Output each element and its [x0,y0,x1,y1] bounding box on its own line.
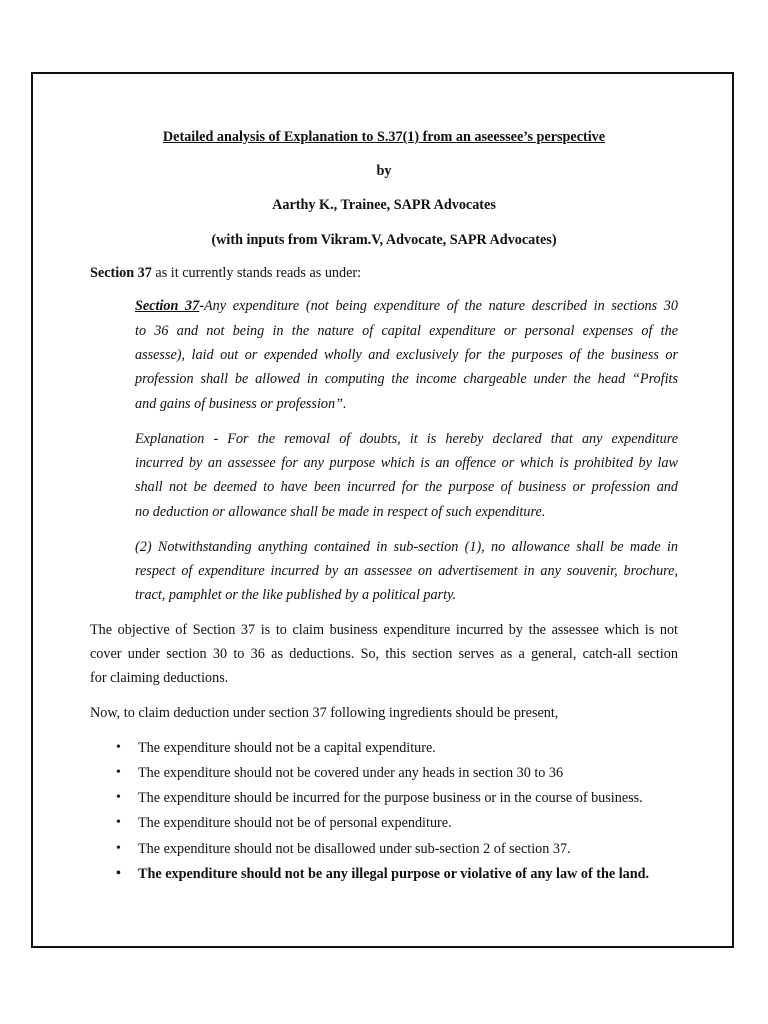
quote2-line-4: no deduction or allowance shall be made in respect of such expenditure. [135,504,546,520]
bullet-marker: • [116,765,121,780]
quote3-line-2: respect of expenditure incurred by an assessee on advertisement in any souvenir, brochure, [135,563,678,579]
quote2-line-1: Explanation - For the removal of doubts, it is hereby declared that any expenditure [135,431,678,447]
quote1-label: Section 37 [135,298,200,314]
list-item: The expenditure should not be of personal expenditure. [138,815,452,831]
quote1-line-4: profession shall be allowed in computing the income chargeable under the head “Profits [135,371,678,387]
list-item: The expenditure should be incurred for the purpose business or in the course of business. [138,790,643,806]
author-line: Aarthy K., Trainee, SAPR Advocates [272,197,496,213]
document-title: Detailed analysis of Explanation to S.37(1) from an aseessee’s perspective [162,129,606,145]
bullet-marker: • [116,790,121,805]
quote1-line-1 [135,294,678,318]
intro-text: as it currently stands reads as under: [151,265,362,281]
objective-line-3: for claiming deductions. [90,670,229,686]
quote2-line-2: incurred by an assessee for any purpose which is an offence or which is prohibited by law [135,455,678,471]
quote1-line-2: to 36 and not being in the nature of capital expenditure or personal expenses of the [135,323,678,339]
bullet-marker: • [116,815,121,830]
bullet-marker: • [116,841,121,856]
quote3-line-1: (2) Notwithstanding anything contained in sub-section (1), no allowance shall be made in [135,539,678,555]
bullet-marker: • [116,740,121,755]
quote1-text: Any expenditure (not being expenditure of the nature described in sections 30 [203,298,678,314]
quote3-line-3: tract, pamphlet or the like published by a political party. [135,587,457,603]
list-item: The expenditure should not be disallowed under sub-section 2 of section 37. [138,841,571,857]
byline-by: by [376,163,392,179]
objective-line-2: cover under section 30 to 36 as deductions. So, this section serves as a general, catch-all section [90,646,678,662]
quote1-line-5: and gains of business or profession”. [135,396,347,412]
list-item: The expenditure should not be covered under any heads in section 30 to 36 [138,765,564,781]
inputs-line: (with inputs from Vikram.V, Advocate, SAPR Advocates) [211,232,557,248]
objective-line-1: The objective of Section 37 is to claim business expenditure incurred by the assessee which is not [90,622,678,638]
list-item: The expenditure should not be a capital expenditure. [138,740,436,756]
quote2-line-3: shall not be deemed to have been incurred for the purpose of business or profession and [135,479,678,495]
list-item: The expenditure should not be any illegal purpose or violative of any law of the land. [138,866,650,882]
quote1-dash: - [199,298,204,314]
intro-bold: Section 37 [90,265,152,281]
bullet-marker: • [116,866,121,881]
ingredients-intro: Now, to claim deduction under section 37 following ingredients should be present, [90,705,559,721]
quote1-line-3: assesse), laid out or expended wholly and exclusively for the purposes of the business or [135,347,678,363]
intro-paragraph [90,261,361,285]
